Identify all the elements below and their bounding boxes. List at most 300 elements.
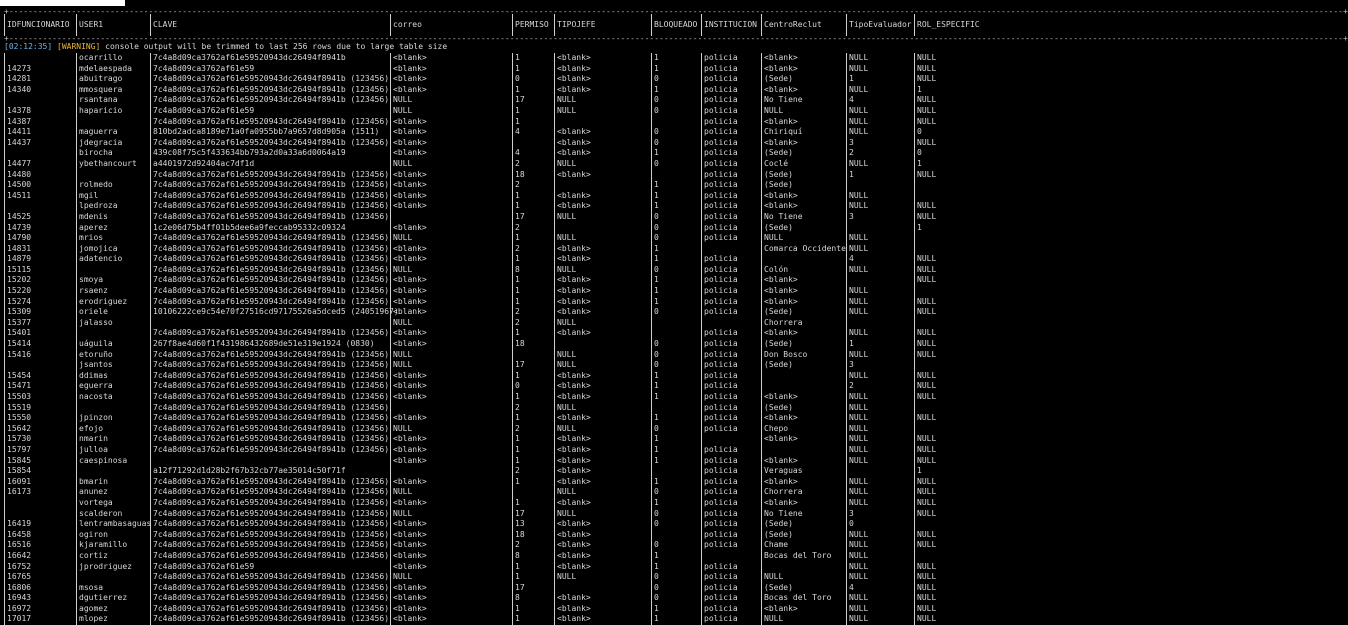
table-cell bbox=[76, 572, 150, 583]
table-cell: 1 bbox=[512, 498, 554, 509]
console-output[interactable] bbox=[4, 7, 1348, 625]
table-cell: 0 bbox=[651, 519, 701, 530]
table-cell: 7c4a8d09ca3762af61e59520943dc26494f8941b (123456) bbox=[150, 286, 390, 297]
table-cell: 1 bbox=[512, 286, 554, 297]
table-cell bbox=[914, 360, 989, 371]
table-cell: Colón bbox=[761, 265, 846, 276]
table-cell: <blank> bbox=[554, 170, 651, 181]
table-cell: <blank> bbox=[761, 275, 846, 286]
table-cell: policia bbox=[701, 328, 761, 339]
table-cell: NULL bbox=[914, 509, 989, 520]
table-cell: <blank> bbox=[390, 201, 512, 212]
table-row bbox=[4, 212, 1000, 223]
table-row bbox=[4, 275, 1000, 286]
table-cell: 2 bbox=[512, 403, 554, 414]
table-cell: 7c4a8d09ca3762af61e59520943dc26494f8941b (123456) bbox=[150, 350, 390, 361]
table-cell: 1 bbox=[512, 604, 554, 615]
table-cell: 14273 bbox=[4, 64, 76, 75]
table-cell: <blank> bbox=[761, 85, 846, 96]
table-cell: 17017 bbox=[4, 614, 76, 625]
table-cell: policia bbox=[701, 74, 761, 85]
table-cell: 1 bbox=[651, 85, 701, 96]
table-cell: 0 bbox=[651, 127, 701, 138]
table-cell: <blank> bbox=[554, 328, 651, 339]
table-cell: NULL bbox=[914, 117, 989, 128]
table-cell: policia bbox=[701, 64, 761, 75]
table-cell: policia bbox=[701, 614, 761, 625]
table-cell: adatencio bbox=[76, 254, 150, 265]
table-row bbox=[4, 307, 1000, 318]
table-cell: policia bbox=[701, 424, 761, 435]
table-row bbox=[4, 191, 1000, 202]
table-row bbox=[4, 381, 1000, 392]
table-row bbox=[4, 297, 1000, 308]
table-row bbox=[4, 477, 1000, 488]
table-cell: NULL bbox=[914, 487, 989, 498]
table-cell bbox=[390, 466, 512, 477]
table-cell: <blank> bbox=[390, 551, 512, 562]
table-cell bbox=[761, 381, 846, 392]
table-cell: NULL bbox=[914, 593, 989, 604]
table-cell bbox=[554, 339, 651, 350]
table-cell: 16752 bbox=[4, 562, 76, 573]
table-row bbox=[4, 64, 1000, 75]
table-row bbox=[4, 117, 1000, 128]
table-cell: 2 bbox=[512, 159, 554, 170]
table-cell: 1 bbox=[512, 456, 554, 467]
table-cell: policia bbox=[701, 371, 761, 382]
table-cell: <blank> bbox=[761, 191, 846, 202]
table-cell: NULL bbox=[914, 371, 989, 382]
column-header: CLAVE bbox=[150, 14, 390, 36]
column-header: USER1 bbox=[76, 14, 150, 36]
table-cell: 15414 bbox=[4, 339, 76, 350]
table-row bbox=[4, 519, 1000, 530]
table-cell: 2 bbox=[512, 244, 554, 255]
table-cell: <blank> bbox=[761, 117, 846, 128]
table-cell: <blank> bbox=[554, 138, 651, 149]
table-cell: policia bbox=[701, 159, 761, 170]
table-cell: NULL bbox=[554, 403, 651, 414]
table-cell bbox=[914, 180, 989, 191]
table-cell: <blank> bbox=[554, 540, 651, 551]
table-cell: Comarca Occidente bbox=[761, 244, 846, 255]
table-cell: 1 bbox=[512, 201, 554, 212]
table-cell: <blank> bbox=[554, 64, 651, 75]
table-cell: policia bbox=[701, 604, 761, 615]
table-cell: 1 bbox=[651, 381, 701, 392]
table-cell: NULL bbox=[846, 117, 914, 128]
table-cell: NULL bbox=[846, 159, 914, 170]
table-row bbox=[4, 403, 1000, 414]
table-cell: jprodriguez bbox=[76, 562, 150, 573]
table-cell: 10106222ce9c54e70f27516cd97175526a5dced5 (24051967) bbox=[150, 307, 390, 318]
table-cell: NULL bbox=[761, 614, 846, 625]
table-cell bbox=[914, 286, 989, 297]
table-cell: NULL bbox=[390, 424, 512, 435]
table-row bbox=[4, 498, 1000, 509]
table-cell: <blank> bbox=[390, 138, 512, 149]
table-cell: <blank> bbox=[390, 381, 512, 392]
table-cell: <blank> bbox=[390, 191, 512, 202]
table-cell: NULL bbox=[846, 297, 914, 308]
table-cell: mdenis bbox=[76, 212, 150, 223]
table-cell: 15454 bbox=[4, 371, 76, 382]
table-border-header: +-------------------------------------------------------------------------------------------------------------------------------------------------------------------------------------------------------------------------------------------------------------------------------------+ bbox=[4, 34, 1348, 43]
table-cell: 7c4a8d09ca3762af61e59520943dc26494f8941b (123456) bbox=[150, 360, 390, 371]
table-border-top: +-------------------------------------------------------------------------------------------------------------------------------------------------------------------------------------------------------------------------------------------------------------------------------------+ bbox=[4, 7, 1348, 16]
table-cell: Chame bbox=[761, 540, 846, 551]
table-cell bbox=[76, 403, 150, 414]
table-cell: 4 bbox=[846, 583, 914, 594]
column-header: TipoEvaluador bbox=[846, 14, 914, 36]
table-cell: 14831 bbox=[4, 244, 76, 255]
table-cell: (Sede) bbox=[761, 180, 846, 191]
column-header: TIPOJEFE bbox=[554, 14, 651, 36]
table-cell: NULL bbox=[914, 53, 989, 64]
table-cell: <blank> bbox=[554, 244, 651, 255]
table-cell bbox=[390, 403, 512, 414]
table-row bbox=[4, 540, 1000, 551]
table-cell: maguerra bbox=[76, 127, 150, 138]
table-cell: policia bbox=[701, 254, 761, 265]
table-cell: 439c08f75c5f433634bb793a2d0a33a6d0064a19 bbox=[150, 148, 390, 159]
table-cell bbox=[914, 424, 989, 435]
table-cell: 4 bbox=[512, 148, 554, 159]
table-cell bbox=[651, 328, 701, 339]
table-cell: NULL bbox=[554, 424, 651, 435]
table-cell: <blank> bbox=[554, 477, 651, 488]
table-cell: 15115 bbox=[4, 265, 76, 276]
table-cell: 810bd2adca8189e71a0fa0955bb7a9657d8d905a (1511) bbox=[150, 127, 390, 138]
table-cell: 7c4a8d09ca3762af61e59520943dc26494f8941b (123456) bbox=[150, 498, 390, 509]
table-cell: NULL bbox=[846, 456, 914, 467]
table-cell: 3 bbox=[846, 509, 914, 520]
table-cell: NULL bbox=[846, 540, 914, 551]
table-cell: 7c4a8d09ca3762af61e59520943dc26494f8941b (123456) bbox=[150, 191, 390, 202]
table-cell: erodriguez bbox=[76, 297, 150, 308]
table-cell: 7c4a8d09ca3762af61e59520943dc26494f8941b (123456) bbox=[150, 297, 390, 308]
table-cell: 1 bbox=[512, 392, 554, 403]
table-cell bbox=[512, 487, 554, 498]
table-cell: caespinosa bbox=[76, 456, 150, 467]
table-cell: 0 bbox=[651, 233, 701, 244]
table-cell: 1 bbox=[651, 434, 701, 445]
table-cell: <blank> bbox=[554, 551, 651, 562]
table-cell: NULL bbox=[846, 498, 914, 509]
table-cell: 2 bbox=[512, 424, 554, 435]
table-cell bbox=[761, 445, 846, 456]
table-cell: 17 bbox=[512, 360, 554, 371]
table-cell: 0 bbox=[651, 360, 701, 371]
table-cell: <blank> bbox=[554, 392, 651, 403]
table-cell: policia bbox=[701, 265, 761, 276]
table-cell: 16765 bbox=[4, 572, 76, 583]
table-cell: 7c4a8d09ca3762af61e59520943dc26494f8941b (123456) bbox=[150, 138, 390, 149]
table-cell: policia bbox=[701, 445, 761, 456]
table-cell: NULL bbox=[761, 233, 846, 244]
table-cell: 0 bbox=[651, 159, 701, 170]
table-cell: No Tiene bbox=[761, 212, 846, 223]
table-cell: NULL bbox=[846, 530, 914, 541]
table-cell: msosa bbox=[76, 583, 150, 594]
table-cell: 7c4a8d09ca3762af61e59520943dc26494f8941b (123456) bbox=[150, 180, 390, 191]
table-cell bbox=[4, 498, 76, 509]
table-cell: <blank> bbox=[390, 127, 512, 138]
table-cell bbox=[701, 244, 761, 255]
table-cell: 0 bbox=[651, 540, 701, 551]
table-cell bbox=[761, 254, 846, 265]
table-cell: nmarin bbox=[76, 434, 150, 445]
table-cell: <blank> bbox=[554, 297, 651, 308]
table-cell: ddimas bbox=[76, 371, 150, 382]
table-cell: policia bbox=[701, 223, 761, 234]
table-cell: <blank> bbox=[554, 307, 651, 318]
table-cell: <blank> bbox=[390, 117, 512, 128]
table-cell: policia bbox=[701, 297, 761, 308]
table-cell: 18 bbox=[512, 530, 554, 541]
table-cell: 16972 bbox=[4, 604, 76, 615]
table-row bbox=[4, 53, 1000, 64]
table-cell: <blank> bbox=[390, 392, 512, 403]
table-cell: <blank> bbox=[390, 371, 512, 382]
table-cell: NULL bbox=[846, 593, 914, 604]
table-cell: <blank> bbox=[390, 519, 512, 530]
table-cell bbox=[846, 466, 914, 477]
table-cell bbox=[701, 434, 761, 445]
table-cell: <blank> bbox=[554, 519, 651, 530]
table-cell: <blank> bbox=[761, 201, 846, 212]
table-cell: birocha bbox=[76, 148, 150, 159]
table-row bbox=[4, 593, 1000, 604]
table-cell: policia bbox=[701, 519, 761, 530]
table-row bbox=[4, 614, 1000, 625]
table-cell: policia bbox=[701, 487, 761, 498]
table-cell: <blank> bbox=[761, 286, 846, 297]
table-cell: mdelaespada bbox=[76, 64, 150, 75]
table-row bbox=[4, 392, 1000, 403]
table-cell bbox=[76, 466, 150, 477]
table-cell: <blank> bbox=[554, 191, 651, 202]
table-cell: NULL bbox=[554, 350, 651, 361]
table-cell: policia bbox=[701, 583, 761, 594]
table-row bbox=[4, 413, 1000, 424]
table-cell: NULL bbox=[846, 127, 914, 138]
table-row bbox=[4, 487, 1000, 498]
table-cell: smoya bbox=[76, 275, 150, 286]
table-cell: 2 bbox=[512, 318, 554, 329]
table-cell: 16173 bbox=[4, 487, 76, 498]
table-cell: 2 bbox=[512, 307, 554, 318]
table-cell: NULL bbox=[390, 233, 512, 244]
table-cell: NULL bbox=[554, 265, 651, 276]
table-cell bbox=[554, 583, 651, 594]
table-cell: NULL bbox=[846, 392, 914, 403]
column-header: INSTITUCION bbox=[701, 14, 761, 36]
table-cell: 1 bbox=[512, 53, 554, 64]
table-cell: jalasso bbox=[76, 318, 150, 329]
table-cell bbox=[651, 117, 701, 128]
table-cell: 15797 bbox=[4, 445, 76, 456]
column-header: PERMISO bbox=[512, 14, 554, 36]
table-cell: 15309 bbox=[4, 307, 76, 318]
table-cell: 7c4a8d09ca3762af61e59520943dc26494f8941b (123456) bbox=[150, 117, 390, 128]
table-cell: <blank> bbox=[390, 540, 512, 551]
table-cell: 7c4a8d09ca3762af61e59520943dc26494f8941b (123456) bbox=[150, 614, 390, 625]
table-cell: uáguila bbox=[76, 339, 150, 350]
table-cell: NULL bbox=[554, 487, 651, 498]
table-cell: ocarrillo bbox=[76, 53, 150, 64]
table-cell: 0 bbox=[651, 223, 701, 234]
table-cell: 14477 bbox=[4, 159, 76, 170]
table-cell: 1 bbox=[651, 604, 701, 615]
table-cell: NULL bbox=[846, 614, 914, 625]
table-cell: policia bbox=[701, 392, 761, 403]
table-cell bbox=[76, 328, 150, 339]
table-cell: policia bbox=[701, 191, 761, 202]
table-cell: NULL bbox=[390, 487, 512, 498]
table-row bbox=[4, 530, 1000, 541]
table-cell: rsaenz bbox=[76, 286, 150, 297]
table-cell: 1 bbox=[651, 254, 701, 265]
table-cell: policia bbox=[701, 498, 761, 509]
table-cell: 7c4a8d09ca3762af61e59520943dc26494f8941b (123456) bbox=[150, 212, 390, 223]
table-cell: 16458 bbox=[4, 530, 76, 541]
table-cell bbox=[651, 530, 701, 541]
table-cell: 4 bbox=[512, 127, 554, 138]
table-cell: 15503 bbox=[4, 392, 76, 403]
table-cell: policia bbox=[701, 350, 761, 361]
column-header: correo bbox=[390, 14, 512, 36]
table-cell: 1 bbox=[512, 117, 554, 128]
table-cell: 0 bbox=[651, 424, 701, 435]
table-cell: 7c4a8d09ca3762af61e59520943dc26494f8941b (123456) bbox=[150, 95, 390, 106]
column-header: CentroReclut bbox=[761, 14, 846, 36]
table-cell: 7c4a8d09ca3762af61e59520943dc26494f8941b (123456) bbox=[150, 85, 390, 96]
table-cell: 1 bbox=[914, 466, 989, 477]
table-cell: 0 bbox=[651, 593, 701, 604]
table-cell: NULL bbox=[914, 413, 989, 424]
table-row bbox=[4, 180, 1000, 191]
table-cell: <blank> bbox=[554, 456, 651, 467]
table-cell: etoruño bbox=[76, 350, 150, 361]
table-cell: 18 bbox=[512, 339, 554, 350]
table-cell: 1 bbox=[512, 445, 554, 456]
table-header bbox=[4, 14, 1000, 36]
table-cell: NULL bbox=[846, 244, 914, 255]
table-cell: 14437 bbox=[4, 138, 76, 149]
table-cell: NULL bbox=[554, 233, 651, 244]
table-cell: 8 bbox=[512, 265, 554, 276]
table-cell: 18 bbox=[512, 170, 554, 181]
table-cell: 1 bbox=[512, 275, 554, 286]
table-cell: policia bbox=[701, 572, 761, 583]
table-cell: Chiriquí bbox=[761, 127, 846, 138]
table-cell: Chorrera bbox=[761, 318, 846, 329]
table-cell: 2 bbox=[512, 180, 554, 191]
table-cell: 1 bbox=[512, 233, 554, 244]
table-cell: NULL bbox=[914, 254, 989, 265]
table-cell: NULL bbox=[846, 64, 914, 75]
table-cell: rolmedo bbox=[76, 180, 150, 191]
table-cell: 14500 bbox=[4, 180, 76, 191]
table-cell bbox=[554, 117, 651, 128]
table-cell: NULL bbox=[846, 233, 914, 244]
table-cell: Chorrera bbox=[761, 487, 846, 498]
table-cell: NULL bbox=[761, 572, 846, 583]
table-cell: NULL bbox=[914, 307, 989, 318]
table-cell: <blank> bbox=[554, 413, 651, 424]
table-row bbox=[4, 424, 1000, 435]
table-cell: jdegracia bbox=[76, 138, 150, 149]
table-cell: Coclé bbox=[761, 159, 846, 170]
table-cell bbox=[554, 223, 651, 234]
table-cell: 17 bbox=[512, 95, 554, 106]
table-row bbox=[4, 434, 1000, 445]
table-row bbox=[4, 339, 1000, 350]
table-cell: 13 bbox=[512, 519, 554, 530]
table-cell: NULL bbox=[846, 424, 914, 435]
table-cell: policia bbox=[701, 466, 761, 477]
table-cell: 0 bbox=[651, 572, 701, 583]
table-cell: <blank> bbox=[761, 456, 846, 467]
table-cell: <blank> bbox=[554, 381, 651, 392]
table-cell: mgil bbox=[76, 191, 150, 202]
table-cell: 1 bbox=[651, 53, 701, 64]
table-cell: 14378 bbox=[4, 106, 76, 117]
table-cell: 14790 bbox=[4, 233, 76, 244]
table-cell: 2 bbox=[846, 381, 914, 392]
table-cell: kjaramillo bbox=[76, 540, 150, 551]
table-cell: <blank> bbox=[554, 254, 651, 265]
table-cell: NULL bbox=[554, 318, 651, 329]
table-cell: 1 bbox=[651, 456, 701, 467]
table-cell: <blank> bbox=[390, 434, 512, 445]
table-cell: 16806 bbox=[4, 583, 76, 594]
table-cell: NULL bbox=[914, 445, 989, 456]
table-cell: 15550 bbox=[4, 413, 76, 424]
table-cell: <blank> bbox=[390, 328, 512, 339]
table-cell: 2 bbox=[512, 223, 554, 234]
table-cell bbox=[651, 318, 701, 329]
table-cell: policia bbox=[701, 477, 761, 488]
table-cell: NULL bbox=[846, 477, 914, 488]
table-cell: <blank> bbox=[390, 583, 512, 594]
table-row bbox=[4, 456, 1000, 467]
table-cell: NULL bbox=[846, 445, 914, 456]
table-cell: Bocas del Toro bbox=[761, 593, 846, 604]
table-cell: 7c4a8d09ca3762af61e59520943dc26494f8941b (123456) bbox=[150, 244, 390, 255]
table-cell: 1 bbox=[512, 434, 554, 445]
table-row bbox=[4, 350, 1000, 361]
table-cell: No Tiene bbox=[761, 95, 846, 106]
table-cell bbox=[701, 551, 761, 562]
table-cell: oriele bbox=[76, 307, 150, 318]
table-cell: 17 bbox=[512, 212, 554, 223]
table-cell bbox=[4, 201, 76, 212]
table-cell: (Sede) bbox=[761, 74, 846, 85]
table-cell: 0 bbox=[914, 148, 989, 159]
table-cell: NULL bbox=[914, 64, 989, 75]
table-cell: 8 bbox=[512, 551, 554, 562]
table-cell: 14281 bbox=[4, 74, 76, 85]
table-cell: NULL bbox=[846, 562, 914, 573]
table-cell bbox=[4, 360, 76, 371]
table-cell: ybethancourt bbox=[76, 159, 150, 170]
table-cell: <blank> bbox=[390, 244, 512, 255]
table-cell: 7c4a8d09ca3762af61e59520943dc26494f8941b (123456) bbox=[150, 265, 390, 276]
table-cell: policia bbox=[701, 180, 761, 191]
